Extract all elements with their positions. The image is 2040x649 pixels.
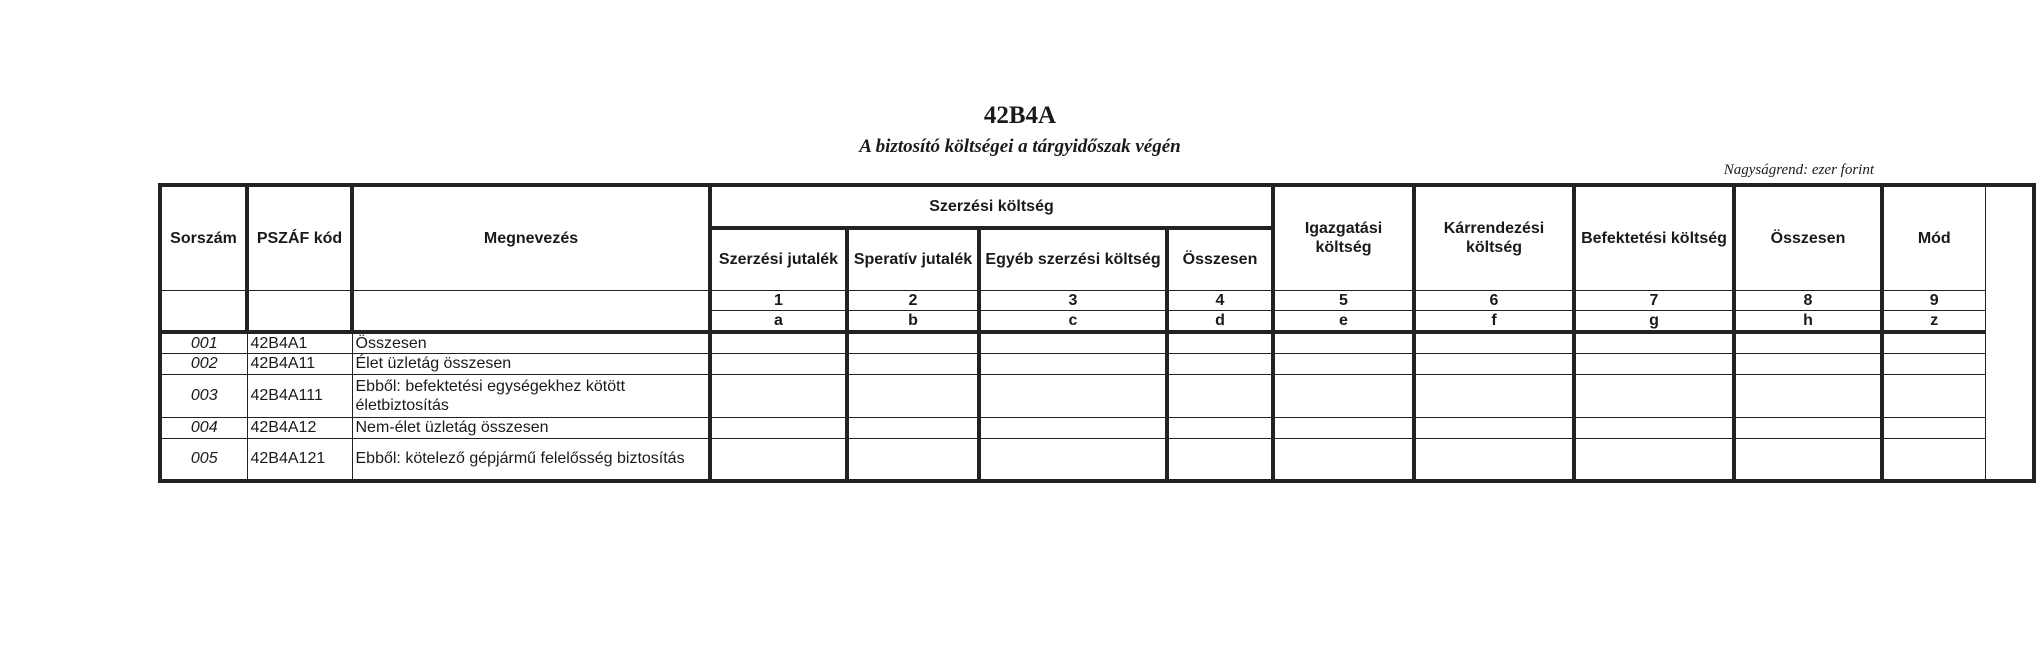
- column-number: 3: [979, 290, 1167, 310]
- row-code: 42B4A121: [247, 438, 352, 481]
- column-letter: g: [1574, 310, 1734, 332]
- data-cell[interactable]: [1882, 353, 1985, 374]
- data-cell[interactable]: [1734, 353, 1882, 374]
- table-row: [160, 374, 2034, 417]
- row-code: 42B4A11: [247, 353, 352, 374]
- data-cell[interactable]: [847, 353, 979, 374]
- column-number: 9: [1882, 290, 1985, 310]
- column-letter: h: [1734, 310, 1882, 332]
- header-sorszam: Sorszám: [160, 185, 247, 290]
- column-number: 7: [1574, 290, 1734, 310]
- data-cell[interactable]: [1273, 438, 1414, 481]
- data-cell[interactable]: [1414, 332, 1574, 354]
- data-cell[interactable]: [979, 417, 1167, 438]
- row-code: 42B4A1: [247, 332, 352, 354]
- row-number: 002: [160, 353, 247, 374]
- column-letter: e: [1273, 310, 1414, 332]
- column-number: 2: [847, 290, 979, 310]
- row-name: Összesen: [352, 332, 710, 354]
- column-number: 5: [1273, 290, 1414, 310]
- column-number: 8: [1734, 290, 1882, 310]
- data-cell[interactable]: [710, 353, 847, 374]
- table-row: [160, 353, 2034, 374]
- data-cell[interactable]: [1167, 353, 1273, 374]
- data-cell[interactable]: [1167, 332, 1273, 354]
- column-number: 4: [1167, 290, 1273, 310]
- header-osszesen-total: Összesen: [1734, 185, 1882, 290]
- header-szerzesi-koltseg: Szerzési költség: [710, 185, 1273, 228]
- data-cell[interactable]: [1734, 374, 1882, 417]
- row-number: 003: [160, 374, 247, 417]
- data-cell[interactable]: [1574, 374, 1734, 417]
- data-cell[interactable]: [1882, 438, 1985, 481]
- data-cell[interactable]: [710, 438, 847, 481]
- data-cell[interactable]: [979, 332, 1167, 354]
- header-pszaf-kod: PSZÁF kód: [247, 185, 352, 290]
- row-name: Élet üzletág összesen: [352, 353, 710, 374]
- header-megnevezes: Megnevezés: [352, 185, 710, 290]
- column-letter: c: [979, 310, 1167, 332]
- header-spacer: [160, 290, 247, 332]
- column-number: 6: [1414, 290, 1574, 310]
- row-name: Nem-élet üzletág összesen: [352, 417, 710, 438]
- row-code: 42B4A111: [247, 374, 352, 417]
- header-szerzesi-jutalek: Szerzési jutalék: [710, 228, 847, 290]
- header-igazgatasi: Igazgatási költség: [1273, 185, 1414, 290]
- data-cell[interactable]: [1574, 332, 1734, 354]
- data-cell[interactable]: [1414, 438, 1574, 481]
- data-cell[interactable]: [847, 374, 979, 417]
- page-subtitle: A biztosító költségei a tárgyidőszak végén: [859, 136, 1181, 157]
- column-letter: a: [710, 310, 847, 332]
- header-karrendezesi: Kárrendezési költség: [1414, 185, 1574, 290]
- data-cell[interactable]: [710, 417, 847, 438]
- data-cell[interactable]: [1734, 417, 1882, 438]
- data-cell[interactable]: [1273, 332, 1414, 354]
- data-cell[interactable]: [1414, 374, 1574, 417]
- data-cell[interactable]: [1734, 438, 1882, 481]
- header-mod: Mód: [1882, 185, 1985, 290]
- table-row: [160, 332, 2034, 354]
- header-spacer: [352, 290, 710, 332]
- unit-note: Nagyságrend: ezer forint: [1723, 162, 1874, 178]
- data-cell[interactable]: [1574, 417, 1734, 438]
- data-cell[interactable]: [1882, 374, 1985, 417]
- row-number: 005: [160, 438, 247, 481]
- row-number: 004: [160, 417, 247, 438]
- page-title: 42B4A: [983, 102, 1057, 129]
- header-egyeb-szerzesi: Egyéb szerzési költség: [979, 228, 1167, 290]
- row-name: Ebből: befektetési egységekhez kötött életbiztosítás: [352, 374, 710, 417]
- header-szerzesi-osszesen: Összesen: [1167, 228, 1273, 290]
- column-number: 1: [710, 290, 847, 310]
- table-row: [160, 438, 2034, 481]
- row-name: Ebből: kötelező gépjármű felelősség biztosítás: [352, 438, 710, 481]
- data-cell[interactable]: [710, 332, 847, 354]
- data-cell[interactable]: [1882, 417, 1985, 438]
- data-cell[interactable]: [1882, 332, 1985, 354]
- column-letter: d: [1167, 310, 1273, 332]
- header-befektetesi: Befektetési költség: [1574, 185, 1734, 290]
- data-cell[interactable]: [979, 374, 1167, 417]
- data-cell[interactable]: [847, 417, 979, 438]
- data-cell[interactable]: [847, 438, 979, 481]
- data-cell[interactable]: [1167, 438, 1273, 481]
- data-cell[interactable]: [1574, 438, 1734, 481]
- column-letter: b: [847, 310, 979, 332]
- data-cell[interactable]: [1167, 417, 1273, 438]
- data-cell[interactable]: [1273, 353, 1414, 374]
- row-number: 001: [160, 332, 247, 354]
- cost-table: [158, 183, 2036, 483]
- column-letter: f: [1414, 310, 1574, 332]
- data-cell[interactable]: [1414, 353, 1574, 374]
- data-cell[interactable]: [710, 374, 847, 417]
- data-cell[interactable]: [1414, 417, 1574, 438]
- data-cell[interactable]: [1167, 374, 1273, 417]
- header-sperativ-jutalek: Speratív jutalék: [847, 228, 979, 290]
- row-code: 42B4A12: [247, 417, 352, 438]
- header-spacer: [247, 290, 352, 332]
- data-cell[interactable]: [847, 332, 979, 354]
- data-cell[interactable]: [979, 438, 1167, 481]
- data-cell[interactable]: [1273, 374, 1414, 417]
- data-cell[interactable]: [1273, 417, 1414, 438]
- data-cell[interactable]: [1574, 353, 1734, 374]
- table-row: [160, 417, 2034, 438]
- data-cell[interactable]: [1734, 332, 1882, 354]
- column-letter: z: [1882, 310, 1985, 332]
- data-cell[interactable]: [979, 353, 1167, 374]
